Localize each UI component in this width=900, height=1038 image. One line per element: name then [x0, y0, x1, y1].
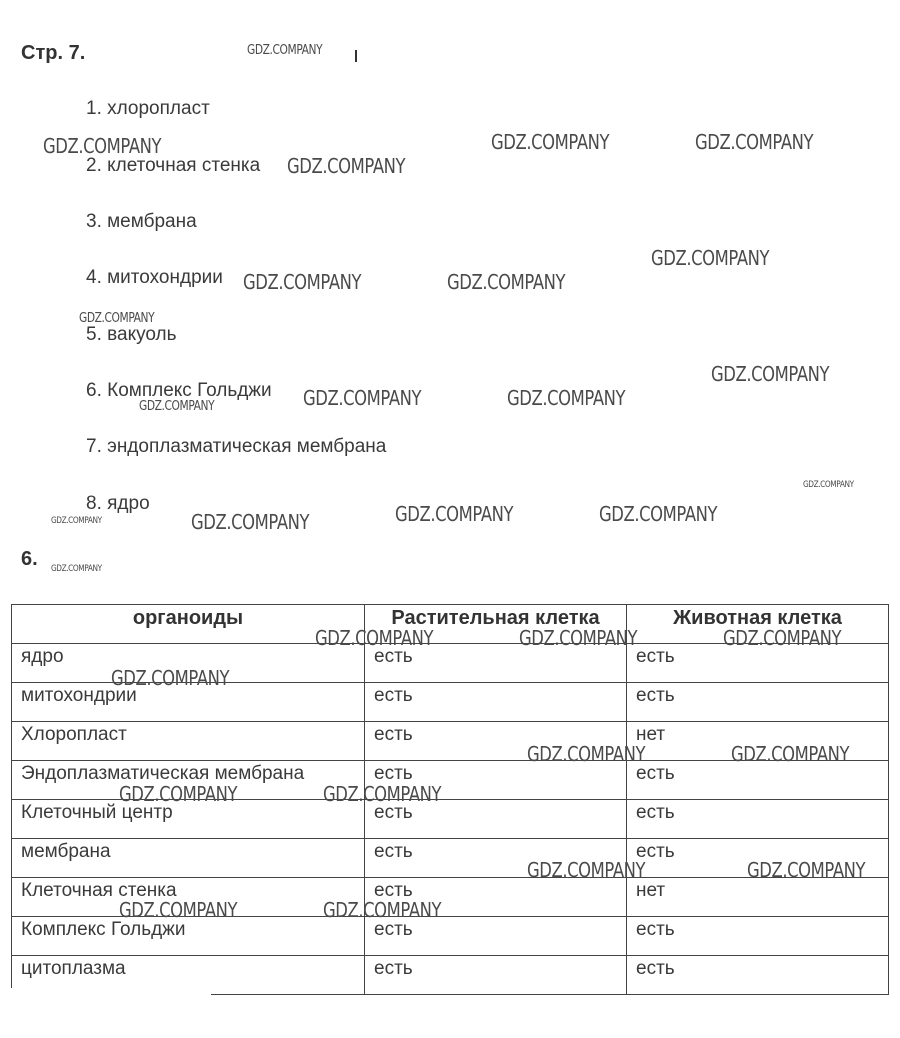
table-cell: Эндоплазматическая мембрана — [12, 761, 365, 800]
watermark: GDZ.COMPANY — [651, 246, 770, 270]
watermark: GDZ.COMPANY — [491, 130, 610, 154]
watermark: GDZ.COMPANY — [323, 782, 442, 806]
watermark: GDZ.COMPANY — [119, 782, 238, 806]
watermark: GDZ.COMPANY — [51, 516, 102, 526]
watermark: GDZ.COMPANY — [111, 666, 230, 690]
watermark: GDZ.COMPANY — [139, 399, 215, 414]
table-cell: Клеточный центр — [12, 800, 365, 839]
table-row — [12, 917, 889, 956]
list-item: 7. эндоплазматическая мембрана — [86, 436, 387, 457]
watermark: GDZ.COMPANY — [315, 626, 434, 650]
table-cell: мембрана — [12, 839, 365, 878]
watermark: GDZ.COMPANY — [191, 510, 310, 534]
table-cell: есть — [365, 917, 627, 956]
section-heading: 6. — [21, 548, 38, 570]
watermark: GDZ.COMPANY — [803, 480, 854, 490]
watermark: GDZ.COMPANY — [51, 564, 102, 574]
watermark: GDZ.COMPANY — [747, 858, 866, 882]
table-cell: есть — [365, 878, 627, 917]
table-cell: есть — [365, 683, 627, 722]
table-cell: есть — [365, 644, 627, 683]
table-cell: есть — [627, 683, 889, 722]
table-cell: цитоплазма — [12, 956, 365, 995]
watermark: GDZ.COMPANY — [287, 154, 406, 178]
watermark: GDZ.COMPANY — [243, 270, 362, 294]
watermark: GDZ.COMPANY — [519, 626, 638, 650]
list-item: 6. Комплекс Гольджи — [86, 380, 272, 401]
watermark: GDZ.COMPANY — [323, 898, 442, 922]
table-cell: есть — [627, 917, 889, 956]
watermark: GDZ.COMPANY — [695, 130, 814, 154]
watermark: GDZ.COMPANY — [43, 134, 162, 158]
table-cell: Хлоропласт — [12, 722, 365, 761]
table-cell: митохондрии — [12, 683, 365, 722]
table-cell: есть — [627, 800, 889, 839]
list-item: 3. мембрана — [86, 211, 197, 232]
watermark: GDZ.COMPANY — [731, 742, 850, 766]
table-cell: есть — [627, 956, 889, 995]
table-cell: ядро — [12, 644, 365, 683]
table-cell: есть — [365, 800, 627, 839]
watermark: GDZ.COMPANY — [303, 386, 422, 410]
list-item: 8. ядро — [86, 493, 150, 514]
column-header: Животная клетка — [627, 605, 889, 644]
watermark: GDZ.COMPANY — [247, 43, 323, 58]
list-item: 1. хлоропласт — [86, 98, 210, 119]
watermark: GDZ.COMPANY — [723, 626, 842, 650]
column-header: Растительная клетка — [365, 605, 627, 644]
page-heading: Стр. 7. — [21, 42, 86, 64]
table-cell: Комплекс Гольджи — [12, 917, 365, 956]
watermark: GDZ.COMPANY — [507, 386, 626, 410]
watermark: GDZ.COMPANY — [711, 362, 830, 386]
watermark: GDZ.COMPANY — [447, 270, 566, 294]
table-cell: нет — [627, 722, 889, 761]
list-item: 2. клеточная стенка — [86, 155, 261, 176]
table-bottom-gap — [11, 988, 211, 998]
table-cell: есть — [627, 761, 889, 800]
table-cell: Клеточная стенка — [12, 878, 365, 917]
list-item: 4. митохондрии — [86, 267, 223, 288]
table-cell: есть — [365, 722, 627, 761]
table-cell: есть — [627, 839, 889, 878]
table-cell: есть — [627, 644, 889, 683]
table-cell: есть — [365, 839, 627, 878]
watermark: GDZ.COMPANY — [119, 898, 238, 922]
watermark: GDZ.COMPANY — [79, 311, 155, 326]
watermark: GDZ.COMPANY — [599, 502, 718, 526]
stray-mark — [355, 50, 357, 62]
watermark: GDZ.COMPANY — [395, 502, 514, 526]
table-cell: есть — [365, 761, 627, 800]
watermark: GDZ.COMPANY — [527, 858, 646, 882]
list-item: 5. вакуоль — [86, 324, 177, 345]
table-cell: есть — [365, 956, 627, 995]
table-cell: нет — [627, 878, 889, 917]
column-header: органоиды — [12, 605, 365, 644]
watermark: GDZ.COMPANY — [527, 742, 646, 766]
